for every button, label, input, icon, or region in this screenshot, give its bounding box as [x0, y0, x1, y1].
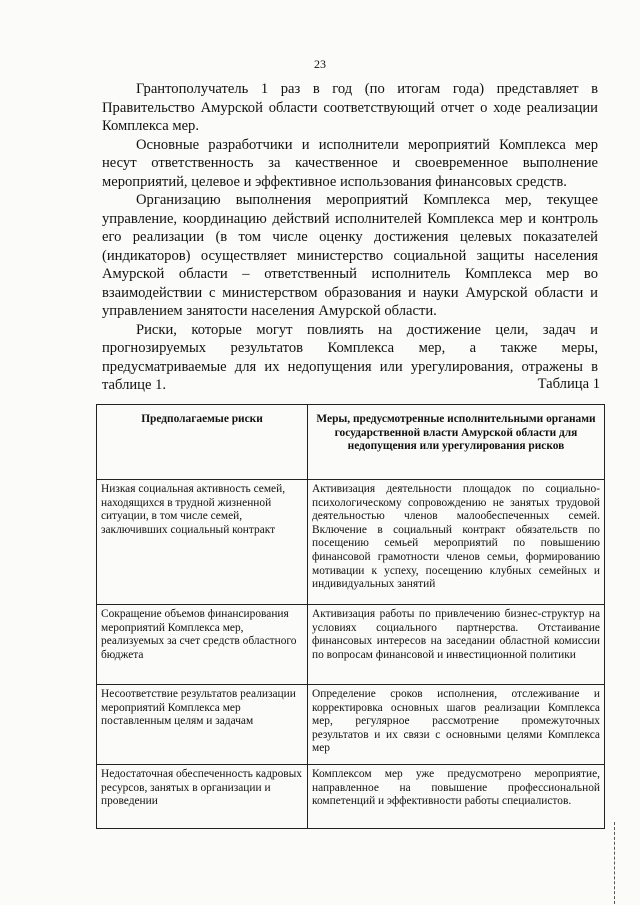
scan-edge-mark: [614, 822, 616, 904]
risk-cell: Сокращение объемов финансирования мероприятий Комплекса мер, реализуемых за счет средств областного бюджета: [97, 605, 308, 685]
risk-cell: Несоответствие результатов реализации мероприятий Комплекса мер поставленным целям и задачам: [97, 685, 308, 765]
table-row: [97, 685, 605, 765]
table-row: [97, 765, 605, 829]
measure-cell: Определение сроков исполнения, отслеживание и корректировка основных шагов реализации Комплекса мер, регулярное рассмотрение промежуточных результатов и их связи с основными целями Комплекса мер: [308, 685, 605, 765]
measure-cell: Активизация работы по привлечению бизнес-структур на условиях социального партнерства. Отстаивание финансовых интересов на заседании областной комиссии по вопросам финансовой и инвестиционной политики: [308, 605, 605, 685]
paragraph-report: Грантополучатель 1 раз в год (по итогам года) представляет в Правительство Амурской области соответствующий отчет о ходе реализации Комплекса мер.: [102, 81, 598, 134]
paragraph-risks-intro: Риски, которые могут повлиять на достижение цели, задач и прогнозируемых результатов Комплекса мер, а также меры, предусматриваемые для их недопущения или урегулирования, отражены в таблице 1.: [102, 321, 598, 393]
paragraph-organization: Организацию выполнения мероприятий Комплекса мер, текущее управление, координацию действий исполнителей Комплекса мер и контроль его реализации (в том числе оценку достижения целевых показателей (индикаторов) осуществляет министерство социальной защиты населения Амурской области – ответственный исполнитель Комплекса мер во взаимодействии с министерством образования и науки Амурской области и управлением занятости населения Амурской области.: [102, 192, 598, 319]
table-row: [97, 480, 605, 605]
body-text: [102, 80, 598, 395]
risk-cell: Низкая социальная активность семей, находящихся в трудной жизненной ситуации, в том числе семей, заключивших социальный контракт: [97, 480, 308, 605]
table-header-row: [97, 405, 605, 480]
header-risks: Предполагаемые риски: [97, 405, 308, 480]
page-number: 23: [314, 57, 326, 71]
measure-cell: Активизация деятельности площадок по социально-психологическому сопровождению не занятых трудовой деятельностью членов малообеспеченных семей. Включение в социальный контракт обязательств по посещению семьей мероприятий по повышению финансовой грамотности членов семьи, формированию мотивации к успеху, посещению клубных семейных и индивидуальных занятий: [308, 480, 605, 605]
risks-table: [96, 404, 605, 829]
table-row: [97, 605, 605, 685]
paragraph-responsibility: Основные разработчики и исполнители мероприятий Комплекса мер несут ответственность за качественное и своевременное выполнение мероприятий, целевое и эффективное использования финансовых средств.: [102, 136, 598, 190]
table-caption: Таблица 1: [537, 376, 600, 392]
measure-cell: Комплексом мер уже предусмотрено мероприятие, направленное на повышение профессиональной компетенций и эффективности работы специалистов.: [308, 765, 605, 829]
header-measures: Меры, предусмотренные исполнительными органами государственной власти Амурской области для недопущения или урегулирования рисков: [308, 405, 605, 480]
risk-cell: Недостаточная обеспеченность кадровых ресурсов, занятых в организации и проведении: [97, 765, 308, 829]
